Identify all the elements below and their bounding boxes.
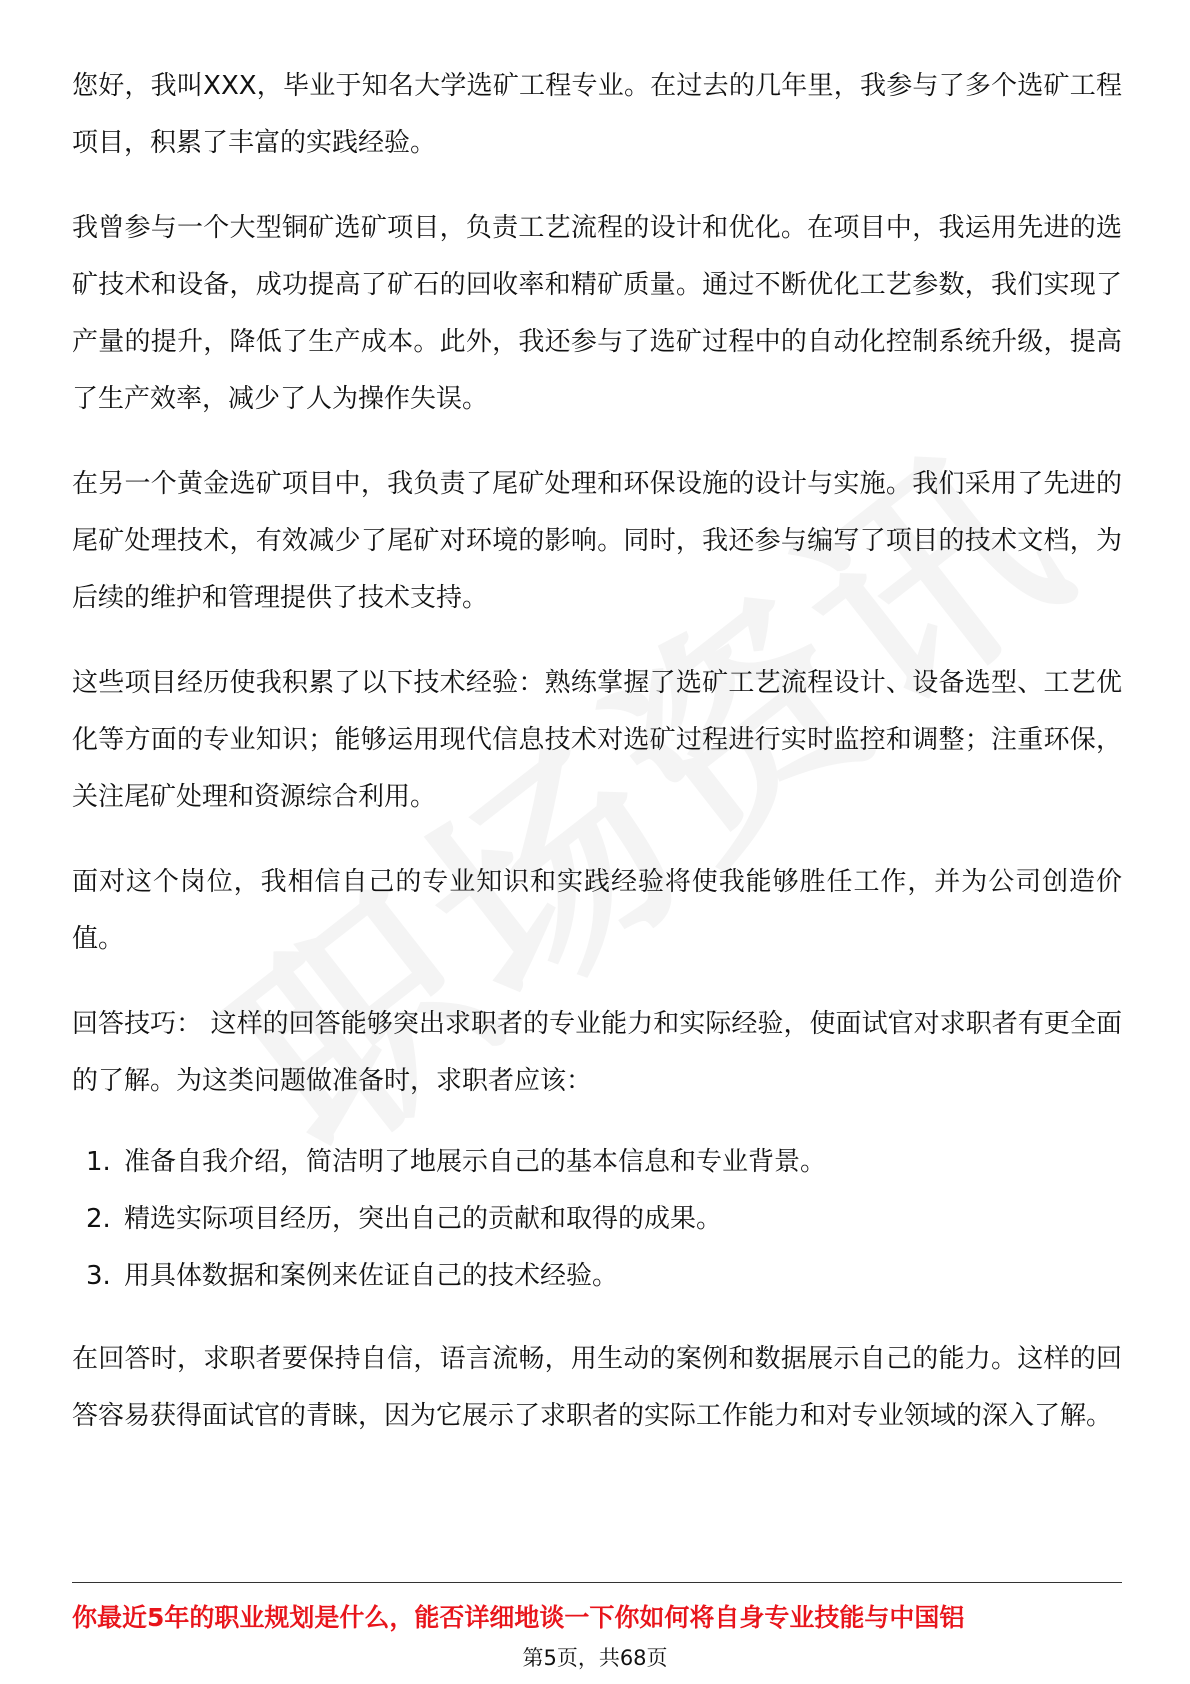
list-number: 1.: [86, 1147, 111, 1177]
list-text: 用具体数据和案例来佐证自己的技术经验。: [124, 1261, 619, 1291]
list-number: 2.: [86, 1204, 111, 1234]
next-question-heading: 你最近5年的职业规划是什么，能否详细地谈一下你如何将自身专业技能与中国铝: [72, 1603, 965, 1632]
paragraph-gold-project: 在另一个黄金选矿项目中，我负责了尾矿处理和环保设施的设计与实施。我们采用了先进的尾矿处理技术，有效减少了尾矿对环境的影响。同时，我还参与编写了项目的技术文档，为后续的维护和管理提供了技术支持。: [72, 469, 1122, 613]
paragraph-closing: 在回答时，求职者要保持自信，语言流畅，用生动的案例和数据展示自己的能力。这样的回答容易获得面试官的青睐，因为它展示了求职者的实际工作能力和对专业领域的深入了解。: [72, 1344, 1122, 1431]
paragraph-conclusion: 面对这个岗位，我相信自己的专业知识和实践经验将使我能够胜任工作，并为公司创造价值。: [72, 867, 1122, 954]
page-footer: 第5页，共68页: [522, 1646, 668, 1670]
paragraph-answer-tips: 回答技巧： 这样的回答能够突出求职者的专业能力和实际经验，使面试官对求职者有更全面的了解。为这类问题做准备时，求职者应该：: [72, 1009, 1122, 1096]
answer-content: [72, 58, 1122, 1473]
list-item: [72, 1248, 1122, 1305]
list-item: [72, 1134, 1122, 1191]
paragraph-intro: 您好，我叫XXX，毕业于知名大学选矿工程专业。在过去的几年里，我参与了多个选矿工程项目，积累了丰富的实践经验。: [72, 71, 1122, 158]
list-text: 精选实际项目经历，突出自己的贡献和取得的成果。: [124, 1204, 723, 1234]
divider: [72, 1582, 1122, 1583]
list-text: 准备自我介绍，简洁明了地展示自己的基本信息和专业背景。: [124, 1147, 827, 1177]
tips-list: [72, 1134, 1122, 1305]
list-item: [72, 1191, 1122, 1248]
paragraph-technical-experience: 这些项目经历使我积累了以下技术经验：熟练掌握了选矿工艺流程设计、设备选型、工艺优化等方面的专业知识；能够运用现代信息技术对选矿过程进行实时监控和调整；注重环保，关注尾矿处理和资源综合利用。: [72, 668, 1122, 812]
list-number: 3.: [86, 1261, 111, 1291]
paragraph-copper-project: 我曾参与一个大型铜矿选矿项目，负责工艺流程的设计和优化。在项目中，我运用先进的选矿技术和设备，成功提高了矿石的回收率和精矿质量。通过不断优化工艺参数，我们实现了产量的提升，降低了生产成本。此外，我还参与了选矿过程中的自动化控制系统升级，提高了生产效率，减少了人为操作失误。: [72, 213, 1122, 414]
